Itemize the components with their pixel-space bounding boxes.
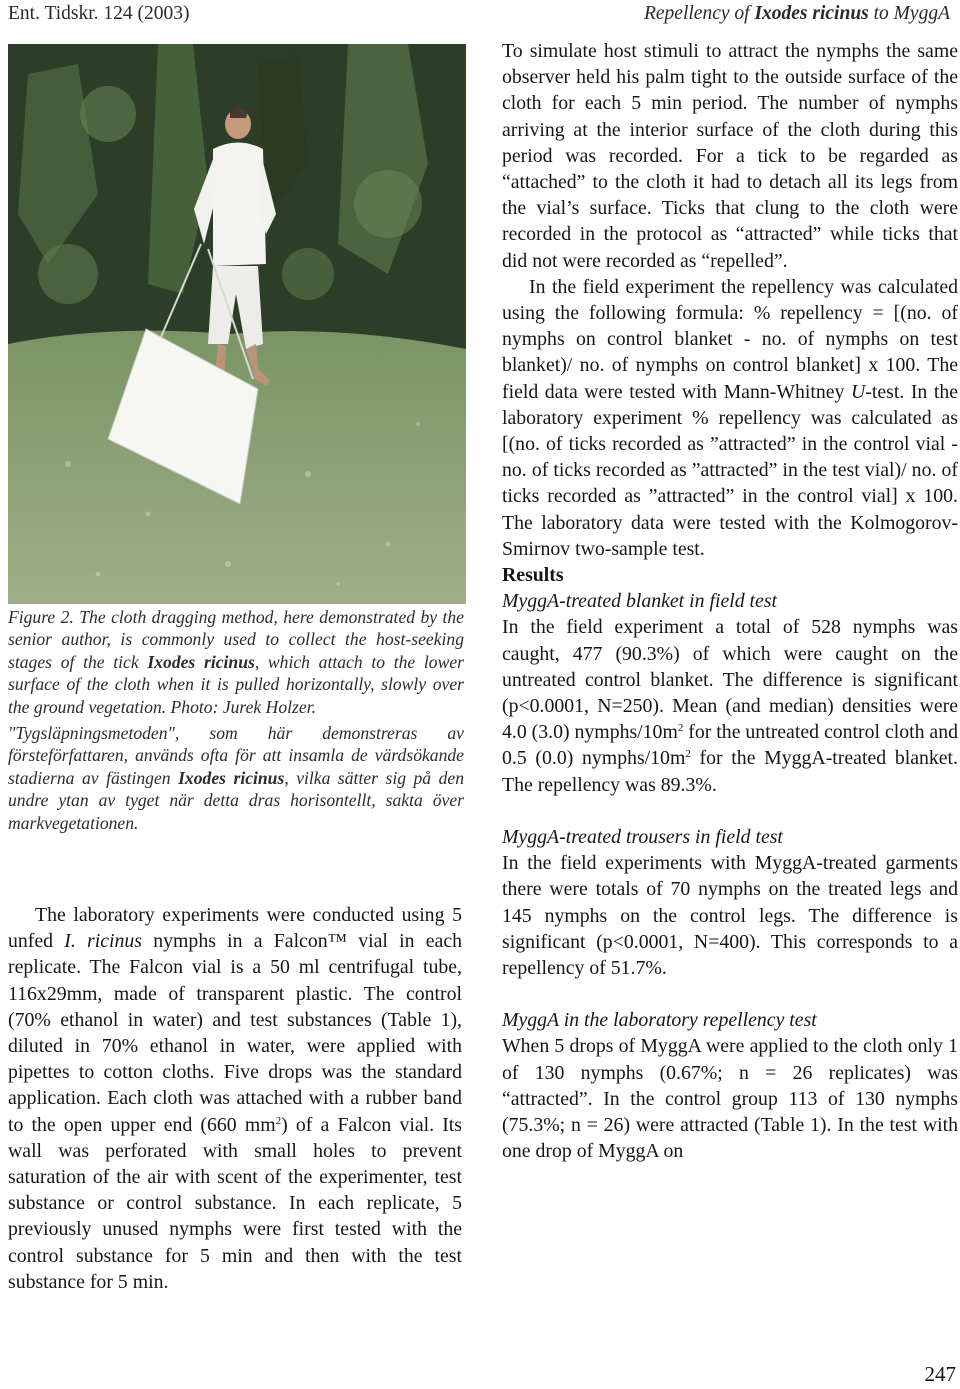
journal-header: Ent. Tidskr. 124 (2003): [8, 3, 190, 24]
right-column: [502, 38, 958, 1164]
formula-paragraph: In the field experiment the repellency was calculated using the following formula: % repellency = [(no. of nymphs on control blanket - no. of nymphs on test blanket)/ no. of nymphs on control blanket] x 100. The field data were tested with Mann-Whitney U-test. In the laboratory experiment % repellency was calculated as [(no. of ticks recorded as ”attracted” in the control vial - no. of ticks recorded as ”attracted” in the test vial)/ no. of ticks recorded as ”attracted” in the control vial] x 100. The laboratory data were tested with the Kolmogorov-Smirnov two-sample test.: [502, 275, 958, 560]
field-photo: [8, 44, 466, 604]
methods-paragraph: The laboratory experiments were conducted using 5 unfed I. ricinus nymphs in a Falcon™ vial in each replicate. The Falcon vial is a 50 ml centrifugal tube, 116x29mm, made of transparent plastic. The control (70% ethanol in water) and test substances (Table 1), diluted in 70% ethanol in water, were applied with pipettes to cotton cloths. Five drops was the standard application. Each cloth was attached with a rubber band to the open upper end (660 $mm^2$) of a Falcon vial. Its wall was perforated with small holes to prevent saturation of the air with scent of the experimenter, test substance or control substance. In each replicate, 5 previously unused nymphs were first tested with the control substance for 5 min and then with the test substance for 5 min.: [8, 904, 463, 1293]
laboratory-paragraph: When 5 drops of MyggA were applied to the cloth only 1 of 130 nymphs (0.67%; n = 26 replicates) was “attracted”. In the control group 113 of 130 nymphs (75.3%; n = 26) were attracted (Table 1). In the test with one drop of MyggA on: [502, 1035, 958, 1163]
subheading-trousers: MyggA-treated trousers in field test: [502, 825, 783, 848]
running-title: Repellency of Ixodes ricinus to MyggA: [643, 3, 950, 24]
stimuli-paragraph: To simulate host stimuli to attract the nymphs the same observer held his palm tight to the outside surface of the cloth for each 5 min period. The number of nymphs arriving at the interior surface of the cloth during this period was recorded. For a tick to be regarded as “attached” to the cloth it had to detach all its legs from the vial’s surface. Ticks that clung to the cloth were recorded in the protocol as “attracted” while ticks that did not were recorded as “repelled”.: [502, 40, 958, 272]
caption-swedish: "Tygsläpningsmetoden", som här demonstreras av försteförfattaren, används ofta för att insamla de värdsökande stadierna av fästingen Ixodes ricinus, vilka sätter sig på den undre ytan av tyget när detta dras horisontellt, sakta över markvegetationen.: [8, 723, 465, 833]
figure-caption: [8, 606, 464, 834]
page-number: 247: [924, 1362, 956, 1386]
results-heading: Results: [502, 564, 564, 587]
trousers-paragraph: In the field experiments with MyggA-treated garments there were totals of 70 nymphs on the treated legs and 145 nymphs on the control legs. The difference is significant (p<0.0001, N=400). This corresponds to a repellency of 51.7%.: [502, 852, 958, 979]
subheading-blanket: MyggA-treated blanket in field test: [502, 590, 778, 613]
subheading-laboratory: MyggA in the laboratory repellency test: [502, 1009, 817, 1032]
caption-english: Figure 2. The cloth dragging method, here demonstrated by the senior author, is commonly used to collect the host-seeking stages of the tick Ixodes ricinus, which attach to the lower surface of the cloth when it is pulled horizontally, slowly over the ground vegetation. Photo: Jurek Holzer.: [8, 607, 464, 717]
blanket-paragraph: In the field experiment a total of 528 nymphs was caught, 477 (90.3%) of which were caught on the untreated control blanket. The difference is significant (p<0.0001, N=250). Mean (and median) densities were 4.0 (3.0) nymphs/$10m^2$ for the untreated control cloth and 0.5 (0.0) nymphs/$10m^2$ for the MyggA-treated blanket. The repellency was 89.3%.: [502, 616, 958, 796]
left-column: [8, 902, 462, 1295]
